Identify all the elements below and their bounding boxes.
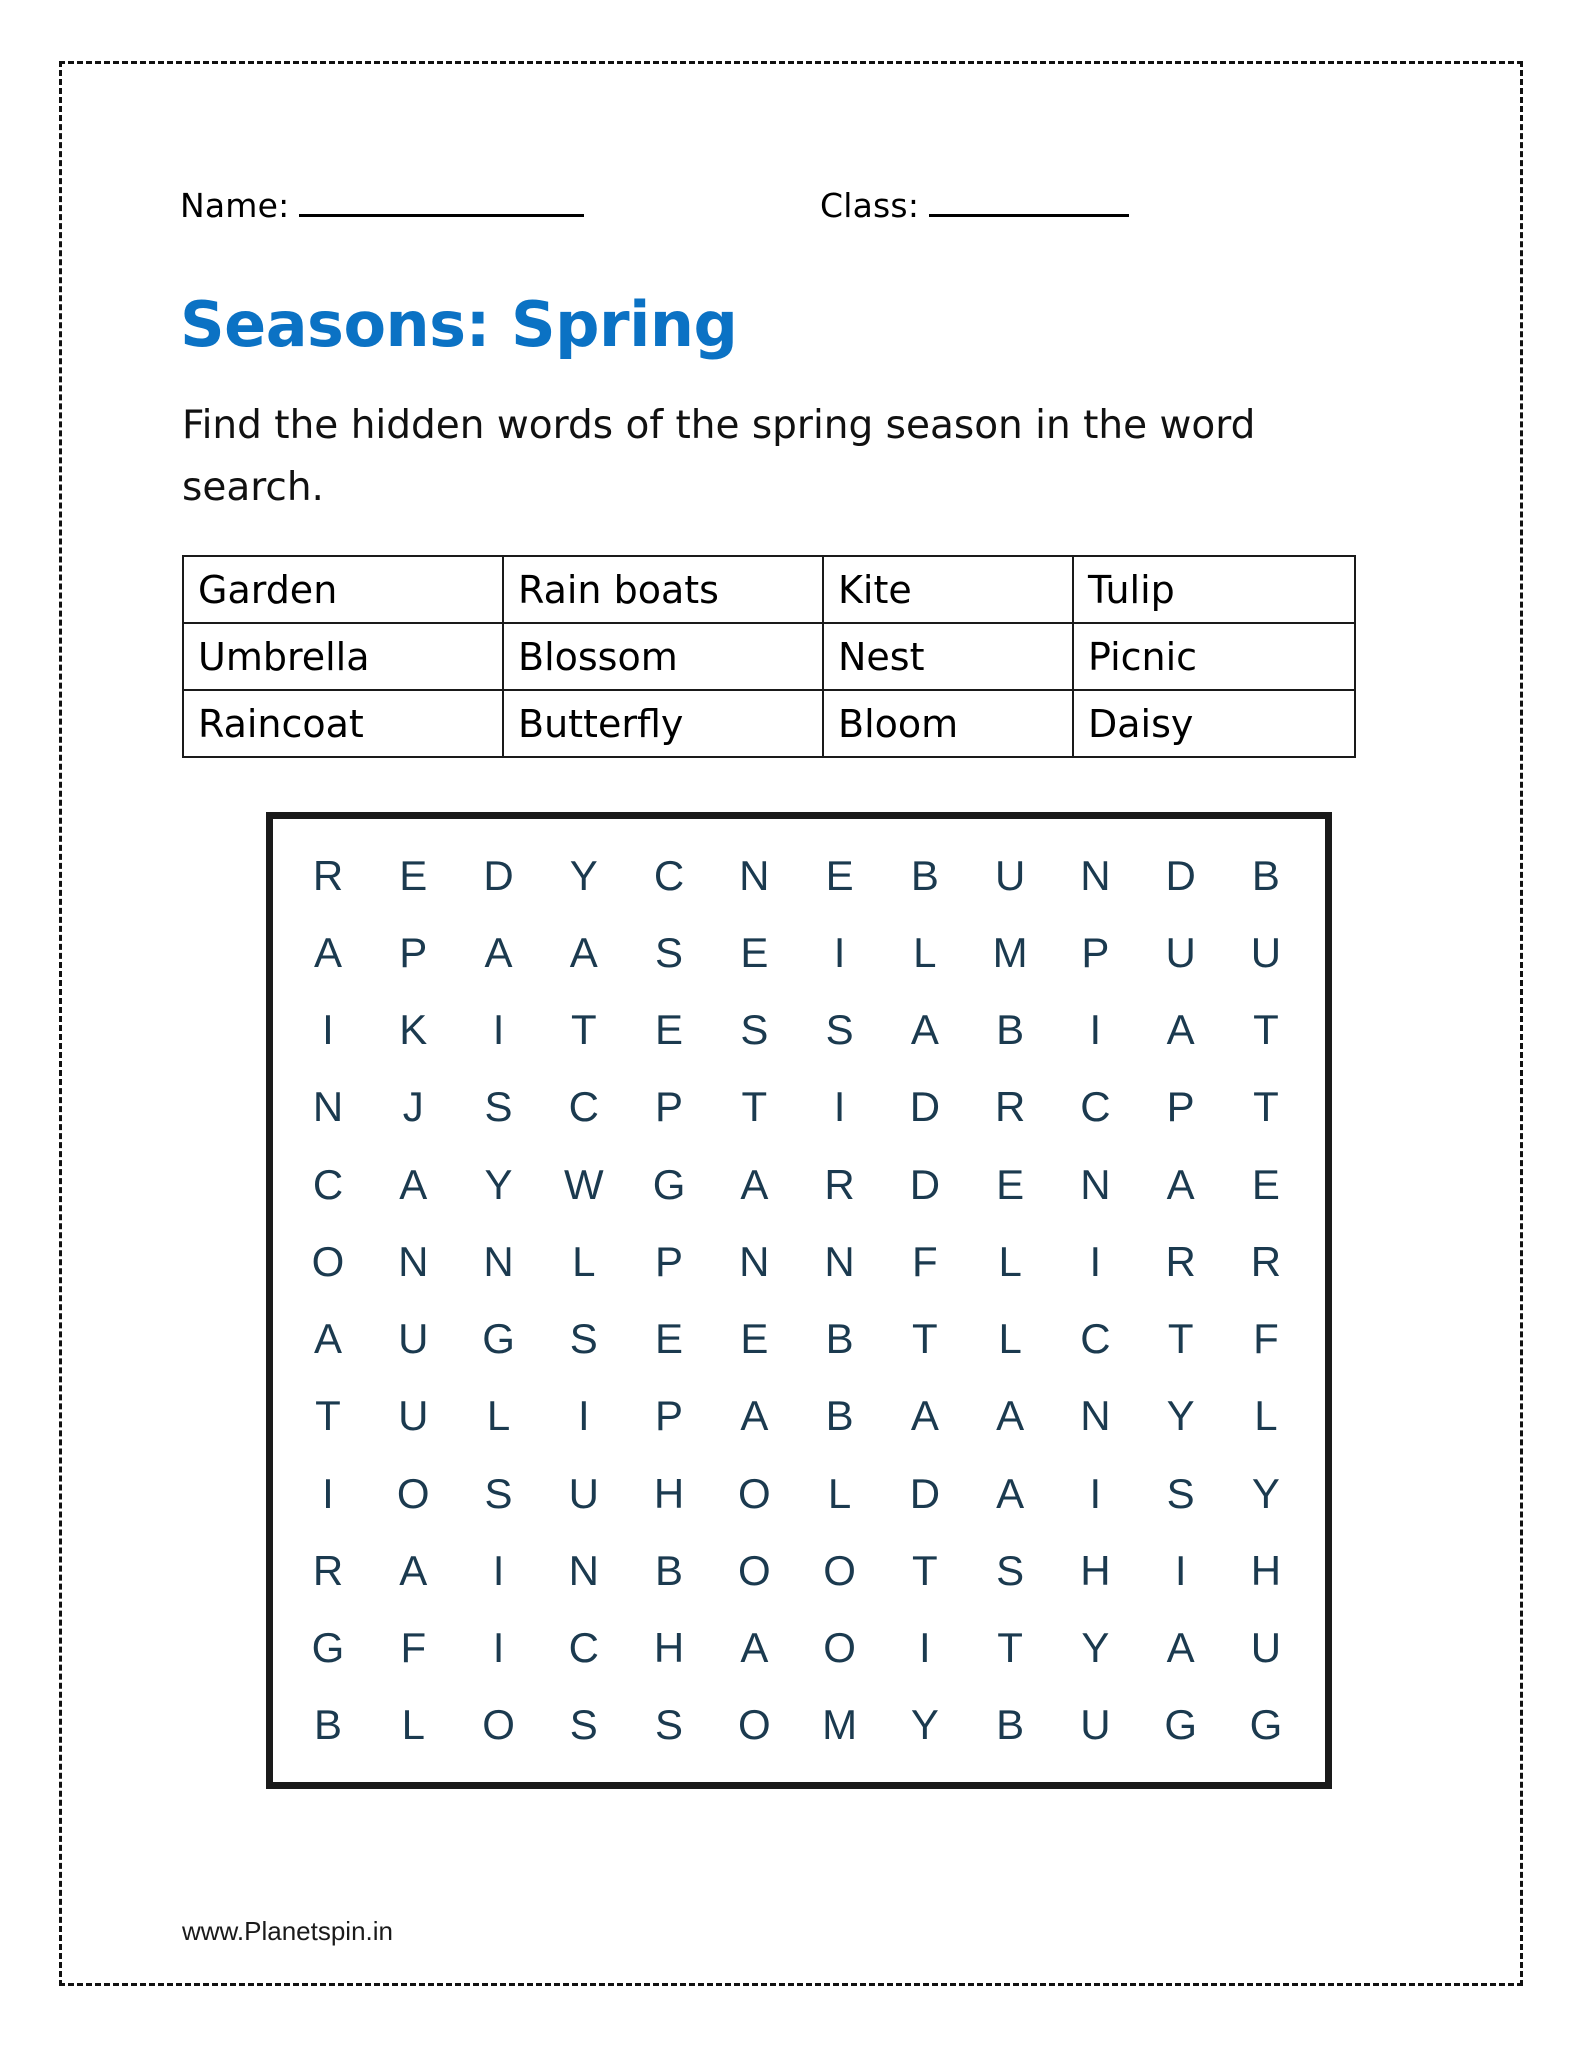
word-search-letter[interactable]: O bbox=[482, 1701, 515, 1749]
word-search-letter[interactable]: G bbox=[482, 1315, 515, 1363]
word-search-letter[interactable]: D bbox=[483, 851, 514, 899]
word-search-letter[interactable]: R bbox=[1250, 1237, 1282, 1285]
word-search-letter[interactable]: U bbox=[398, 1392, 429, 1440]
word-search-letter[interactable]: E bbox=[655, 1006, 684, 1054]
word-search-letter[interactable]: B bbox=[996, 1006, 1025, 1054]
class-label: Class: bbox=[820, 186, 920, 225]
word-search-letter[interactable]: I bbox=[492, 1624, 505, 1672]
word-search-letter[interactable]: I bbox=[1089, 1237, 1102, 1285]
word-search-letter[interactable]: I bbox=[1174, 1546, 1187, 1594]
word-search-letter[interactable]: O bbox=[737, 1546, 771, 1594]
word-search-letter[interactable]: E bbox=[655, 1315, 684, 1363]
word-search-letter[interactable]: G bbox=[311, 1624, 345, 1672]
word-search-letter[interactable]: E bbox=[825, 851, 854, 899]
class-write-in-line[interactable] bbox=[929, 188, 1129, 217]
instruction-text: Find the hidden words of the spring season in the word search. bbox=[182, 403, 1256, 510]
word-search-letter[interactable]: D bbox=[909, 1469, 941, 1517]
word-search-letter[interactable]: U bbox=[994, 851, 1026, 899]
word-search-letter[interactable]: R bbox=[994, 1083, 1026, 1131]
word-cell: Garden bbox=[183, 556, 503, 623]
word-search-letter[interactable]: A bbox=[313, 1315, 342, 1363]
word-search-letter[interactable]: C bbox=[1080, 1083, 1111, 1131]
word-search-letter[interactable]: N bbox=[568, 1546, 599, 1594]
word-search-letter[interactable]: L bbox=[401, 1701, 425, 1749]
word-search-letter[interactable]: A bbox=[1166, 1006, 1195, 1054]
word-search-letter[interactable]: C bbox=[568, 1624, 599, 1672]
word-search-row bbox=[299, 1083, 1295, 1131]
word-search-letter[interactable]: T bbox=[912, 1315, 938, 1363]
word-search-letter[interactable]: S bbox=[740, 1006, 769, 1054]
word-search-row bbox=[299, 1237, 1295, 1285]
word-search-letter[interactable]: Y bbox=[1081, 1624, 1110, 1672]
word-cell: Butterfly bbox=[503, 690, 823, 757]
word-cell: Blossom bbox=[503, 623, 823, 690]
word-search-row bbox=[299, 1006, 1295, 1054]
word-search-letter[interactable]: L bbox=[998, 1315, 1022, 1363]
word-search-letter[interactable]: P bbox=[655, 1392, 684, 1440]
word-search-letter[interactable]: C bbox=[1080, 1315, 1111, 1363]
word-search-letter[interactable]: R bbox=[312, 1546, 344, 1594]
word-search-letter[interactable]: S bbox=[569, 1315, 598, 1363]
word-search-row bbox=[299, 1546, 1295, 1594]
word-search-letter[interactable]: I bbox=[833, 1083, 846, 1131]
word-cell: Umbrella bbox=[183, 623, 503, 690]
word-search-letter[interactable]: P bbox=[399, 928, 428, 976]
word-search-letter[interactable]: S bbox=[825, 1006, 854, 1054]
word-search-row bbox=[299, 928, 1295, 976]
word-search-letter[interactable]: B bbox=[825, 1315, 854, 1363]
word-search-letter[interactable]: B bbox=[996, 1701, 1025, 1749]
word-search-letter[interactable]: L bbox=[1254, 1392, 1278, 1440]
word-search-letter[interactable]: L bbox=[572, 1237, 596, 1285]
word-search-letter[interactable]: H bbox=[1250, 1546, 1282, 1594]
word-search-letter[interactable]: U bbox=[1250, 1624, 1282, 1672]
word-search-letter[interactable]: S bbox=[1166, 1469, 1195, 1517]
name-write-in-line[interactable] bbox=[299, 188, 584, 217]
word-search-letter[interactable]: R bbox=[312, 851, 344, 899]
word-search-letter[interactable]: B bbox=[313, 1701, 342, 1749]
word-search-letter[interactable]: N bbox=[739, 1237, 770, 1285]
word-search-letter[interactable]: A bbox=[399, 1160, 428, 1208]
word-search-letter[interactable]: U bbox=[568, 1469, 599, 1517]
word-search-letter[interactable]: Y bbox=[1166, 1392, 1195, 1440]
word-search-letter[interactable]: B bbox=[910, 851, 939, 899]
word-search-row bbox=[299, 1624, 1295, 1672]
word-search-letter[interactable]: N bbox=[483, 1237, 514, 1285]
word-search-letter[interactable]: A bbox=[569, 928, 598, 976]
word-search-letter[interactable]: N bbox=[1080, 1160, 1111, 1208]
table-row bbox=[183, 623, 1355, 690]
table-row bbox=[183, 556, 1355, 623]
word-search-letter[interactable]: H bbox=[653, 1469, 685, 1517]
word-cell: Rain boats bbox=[503, 556, 823, 623]
word-search-letter[interactable]: P bbox=[1166, 1083, 1195, 1131]
word-search-letter[interactable]: U bbox=[398, 1315, 429, 1363]
student-info-row bbox=[180, 186, 1360, 236]
word-search-letter[interactable]: E bbox=[1251, 1160, 1280, 1208]
word-search-letter[interactable]: I bbox=[492, 1006, 505, 1054]
word-search-letter[interactable]: O bbox=[396, 1469, 430, 1517]
word-cell: Picnic bbox=[1073, 623, 1355, 690]
word-search-letter[interactable]: M bbox=[992, 928, 1028, 976]
word-search-letter[interactable]: O bbox=[737, 1701, 771, 1749]
word-search-letter[interactable]: T bbox=[912, 1546, 938, 1594]
word-search-letter[interactable]: I bbox=[1089, 1006, 1102, 1054]
word-search-letter[interactable]: O bbox=[311, 1237, 345, 1285]
word-search-letter[interactable]: J bbox=[402, 1083, 424, 1131]
word-search-letter[interactable]: W bbox=[563, 1160, 604, 1208]
word-search-letter[interactable]: C bbox=[568, 1083, 599, 1131]
word-search-letter[interactable]: F bbox=[400, 1624, 427, 1672]
word-search-letter[interactable]: O bbox=[737, 1469, 771, 1517]
word-search-letter[interactable]: H bbox=[1080, 1546, 1111, 1594]
word-search-letter[interactable]: A bbox=[910, 1392, 939, 1440]
word-search-letter[interactable]: N bbox=[312, 1083, 344, 1131]
word-search-letter[interactable]: G bbox=[1164, 1701, 1197, 1749]
word-search-letter[interactable]: R bbox=[1165, 1237, 1196, 1285]
word-search-letter[interactable]: S bbox=[484, 1469, 513, 1517]
word-search-letter[interactable]: G bbox=[1249, 1701, 1283, 1749]
word-search-letter[interactable]: D bbox=[1165, 851, 1196, 899]
word-search-row bbox=[299, 1315, 1295, 1363]
word-search-row bbox=[299, 1469, 1295, 1517]
word-search-letter[interactable]: L bbox=[827, 1469, 852, 1517]
word-search-letter[interactable]: A bbox=[910, 1006, 939, 1054]
word-search-row bbox=[299, 851, 1295, 899]
word-search-letter[interactable]: M bbox=[822, 1701, 858, 1749]
word-search-letter[interactable]: B bbox=[825, 1392, 854, 1440]
word-search-letter[interactable]: E bbox=[996, 1160, 1025, 1208]
word-search-letter[interactable]: S bbox=[655, 928, 684, 976]
word-search-letter[interactable]: I bbox=[833, 928, 846, 976]
word-search-letter[interactable]: U bbox=[1080, 1701, 1111, 1749]
table-row bbox=[183, 690, 1355, 757]
word-search-letter[interactable]: K bbox=[399, 1006, 428, 1054]
word-search-letter[interactable]: N bbox=[739, 851, 770, 899]
word-search-row bbox=[299, 1701, 1295, 1749]
page-title: Seasons: Spring bbox=[180, 288, 738, 361]
word-search-letter[interactable]: B bbox=[1251, 851, 1280, 899]
word-search-letter[interactable]: I bbox=[322, 1006, 334, 1054]
word-search-letter[interactable]: T bbox=[1253, 1006, 1279, 1054]
word-cell: Tulip bbox=[1073, 556, 1355, 623]
word-search-letter[interactable]: S bbox=[484, 1083, 513, 1131]
word-search-letter[interactable]: P bbox=[655, 1237, 684, 1285]
word-search-letter[interactable]: S bbox=[655, 1701, 684, 1749]
word-search-letter[interactable]: R bbox=[824, 1160, 855, 1208]
word-search-grid-inner bbox=[273, 819, 1325, 1782]
word-search-letter[interactable]: L bbox=[913, 928, 937, 976]
word-search-letter[interactable]: O bbox=[823, 1546, 856, 1594]
word-search-letter[interactable]: A bbox=[740, 1624, 769, 1672]
word-list-table bbox=[182, 555, 1356, 758]
word-search-letter[interactable]: T bbox=[997, 1624, 1023, 1672]
word-search-grid[interactable] bbox=[266, 812, 1332, 1789]
word-search-letter[interactable]: Y bbox=[569, 851, 598, 899]
word-search-letter[interactable]: T bbox=[1167, 1315, 1194, 1363]
word-search-letter[interactable]: H bbox=[653, 1624, 685, 1672]
word-search-letter[interactable]: C bbox=[653, 851, 685, 899]
word-search-letter[interactable]: I bbox=[492, 1546, 505, 1594]
word-search-letter[interactable]: A bbox=[1166, 1160, 1195, 1208]
word-search-letter[interactable]: L bbox=[998, 1237, 1022, 1285]
word-search-letter[interactable]: L bbox=[486, 1392, 511, 1440]
word-search-letter[interactable]: A bbox=[313, 928, 342, 976]
word-search-letter[interactable]: I bbox=[1089, 1469, 1102, 1517]
word-search-letter[interactable]: Y bbox=[484, 1160, 513, 1208]
word-cell: Bloom bbox=[823, 690, 1073, 757]
word-search-letter[interactable]: O bbox=[823, 1624, 856, 1672]
word-search-letter[interactable]: N bbox=[1080, 1392, 1111, 1440]
word-search-letter[interactable]: A bbox=[740, 1160, 769, 1208]
word-search-letter[interactable]: N bbox=[398, 1237, 429, 1285]
word-search-letter[interactable]: T bbox=[315, 1392, 341, 1440]
word-cell: Raincoat bbox=[183, 690, 503, 757]
name-label: Name: bbox=[180, 186, 290, 225]
word-search-letter[interactable]: N bbox=[1080, 851, 1111, 899]
word-search-letter[interactable]: I bbox=[322, 1469, 334, 1517]
word-search-letter[interactable]: F bbox=[1253, 1315, 1279, 1363]
word-search-letter[interactable]: N bbox=[824, 1237, 855, 1285]
word-search-letter[interactable]: C bbox=[312, 1160, 344, 1208]
word-cell: Nest bbox=[823, 623, 1073, 690]
word-search-letter[interactable]: U bbox=[1165, 928, 1196, 976]
word-search-letter[interactable]: A bbox=[399, 1546, 428, 1594]
word-search-letter[interactable]: Y bbox=[910, 1701, 939, 1749]
word-search-letter[interactable]: A bbox=[740, 1392, 769, 1440]
word-search-letter[interactable]: P bbox=[655, 1083, 684, 1131]
word-search-letter[interactable]: E bbox=[399, 851, 428, 899]
word-search-letter[interactable]: A bbox=[1166, 1624, 1195, 1672]
word-search-letter[interactable]: F bbox=[912, 1237, 938, 1285]
word-search-letter[interactable]: D bbox=[909, 1083, 941, 1131]
word-search-letter[interactable]: G bbox=[652, 1160, 686, 1208]
word-search-letter[interactable]: T bbox=[741, 1083, 768, 1131]
word-search-row bbox=[299, 1392, 1295, 1440]
word-cell: Daisy bbox=[1073, 690, 1355, 757]
word-search-letter[interactable]: Y bbox=[1251, 1469, 1280, 1517]
word-search-row bbox=[299, 1160, 1295, 1208]
site-credit: www.Planetspin.in bbox=[182, 1916, 393, 1946]
word-search-letter[interactable]: T bbox=[570, 1006, 597, 1054]
word-search-letter[interactable]: S bbox=[569, 1701, 598, 1749]
word-search-letter[interactable]: A bbox=[996, 1392, 1025, 1440]
word-search-letter[interactable]: A bbox=[996, 1469, 1025, 1517]
word-cell: Kite bbox=[823, 556, 1073, 623]
word-search-letter[interactable]: A bbox=[484, 928, 513, 976]
word-search-letter[interactable]: S bbox=[996, 1546, 1025, 1594]
class-field-group bbox=[820, 186, 1129, 225]
word-search-letter[interactable]: E bbox=[740, 928, 769, 976]
word-search-letter[interactable]: B bbox=[655, 1546, 684, 1594]
word-search-letter[interactable]: I bbox=[577, 1392, 590, 1440]
word-search-letter[interactable]: U bbox=[1250, 928, 1282, 976]
word-search-letter[interactable]: I bbox=[919, 1624, 931, 1672]
word-search-letter[interactable]: T bbox=[1253, 1083, 1279, 1131]
name-field-group bbox=[180, 186, 584, 225]
word-list-body bbox=[183, 556, 1355, 757]
word-search-letter[interactable]: D bbox=[909, 1160, 941, 1208]
word-search-letter[interactable]: E bbox=[740, 1315, 769, 1363]
word-search-letter[interactable]: P bbox=[1081, 928, 1110, 976]
